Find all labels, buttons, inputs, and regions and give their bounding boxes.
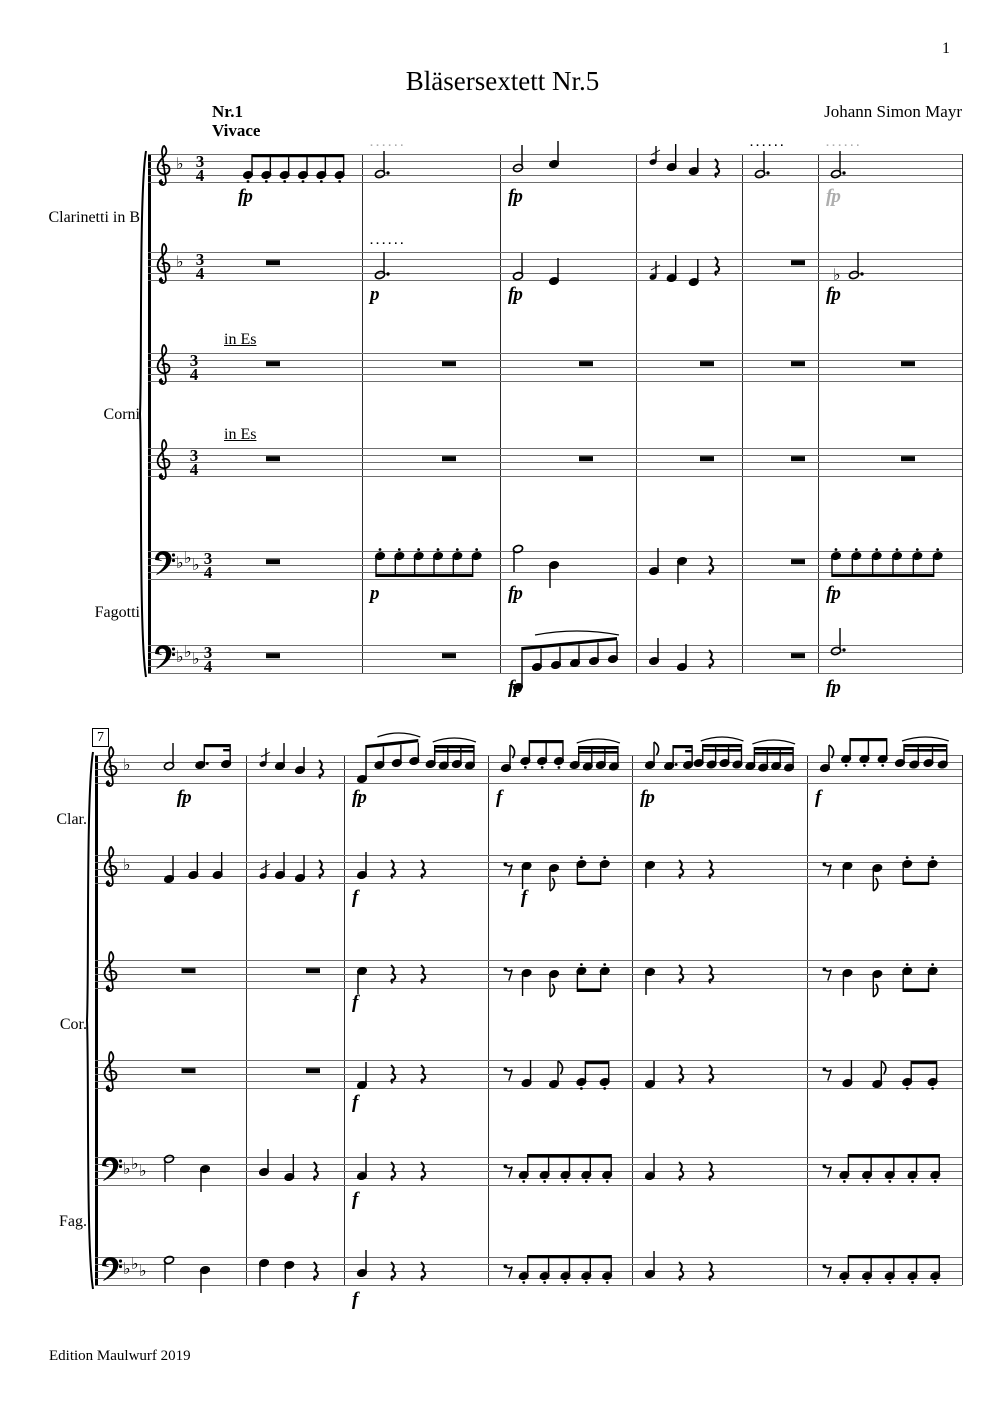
svg-text:♭: ♭ <box>123 755 131 774</box>
measure-notation <box>488 934 632 1018</box>
dynamic-marking: f <box>352 1092 358 1113</box>
instrument-label: Cor. <box>59 1015 87 1033</box>
tempo-marking: Vivace <box>212 121 261 140</box>
measure-notation <box>807 829 962 913</box>
dynamic-marking: fp <box>508 284 522 305</box>
measure-notation <box>95 1231 246 1315</box>
measure-notation <box>632 1231 807 1315</box>
measure-notation <box>742 327 818 411</box>
measure-notation <box>148 525 362 609</box>
measure-notation <box>148 128 362 212</box>
measure-notation <box>344 1131 488 1215</box>
transposition-label: in Es <box>224 331 257 348</box>
measure-notation <box>807 1131 962 1215</box>
svg-text:4: 4 <box>189 460 199 479</box>
dynamic-marking: fp <box>826 583 840 604</box>
measure-notation <box>742 226 818 310</box>
measure-notation <box>632 1131 807 1215</box>
measure-notation <box>636 327 742 411</box>
svg-text:4: 4 <box>203 563 213 582</box>
composer-name: Johann Simon Mayr <box>824 102 962 121</box>
movement-number: Nr.1 <box>212 102 244 121</box>
svg-text:♭: ♭ <box>192 649 200 668</box>
svg-text:♭: ♭ <box>176 647 184 666</box>
measure-notation <box>362 525 500 609</box>
measure-notation <box>246 1231 344 1315</box>
svg-text:♭: ♭ <box>833 265 841 284</box>
measure-notation <box>95 1131 246 1215</box>
svg-text:♭: ♭ <box>123 1259 131 1278</box>
measure-notation <box>636 226 742 310</box>
instrument-label: Clarinetti in B <box>48 208 140 226</box>
svg-text:♭: ♭ <box>139 1261 147 1280</box>
measure-notation <box>344 1231 488 1315</box>
measure-notation <box>148 422 362 506</box>
measure-notation <box>246 729 344 813</box>
measure-notation <box>632 829 807 913</box>
measure-notation <box>362 422 500 506</box>
measure-notation <box>807 1034 962 1118</box>
dynamic-marking: fp <box>826 284 840 305</box>
svg-text:♭: ♭ <box>192 555 200 574</box>
measure-notation <box>362 619 500 703</box>
svg-text:♭: ♭ <box>176 154 184 173</box>
measure-notation <box>500 422 636 506</box>
ornament-dots: ...... <box>750 137 787 149</box>
measure-notation <box>246 1131 344 1215</box>
svg-text:3: 3 <box>189 351 199 370</box>
dynamic-marking: f <box>352 992 358 1013</box>
measure-notation <box>636 422 742 506</box>
measure-notation <box>246 934 344 1018</box>
svg-text:3: 3 <box>203 549 213 568</box>
svg-text:♭: ♭ <box>123 855 131 874</box>
measure-notation <box>95 1034 246 1118</box>
measure-notation <box>148 619 362 703</box>
measure-notation <box>742 422 818 506</box>
dynamic-marking: f <box>815 787 821 808</box>
measure-notation <box>246 1034 344 1118</box>
ornament-dots: ...... <box>370 235 407 247</box>
measure-notation <box>807 934 962 1018</box>
dynamic-marking: fp <box>826 677 840 698</box>
instrument-label: Corni <box>103 406 140 423</box>
measure-notation <box>818 422 962 506</box>
dynamic-marking: fp <box>508 583 522 604</box>
ornament-dots: ...... <box>370 137 407 149</box>
dynamic-marking: fp <box>352 787 366 808</box>
measure-notation <box>500 327 636 411</box>
svg-text:♭: ♭ <box>176 553 184 572</box>
svg-text:3: 3 <box>203 643 213 662</box>
instrument-label: Fag. <box>59 1212 87 1230</box>
measure-notation <box>807 1231 962 1315</box>
measure-notation <box>818 327 962 411</box>
dynamic-marking: f <box>352 1189 358 1210</box>
measure-notation <box>344 829 488 913</box>
measure-notation <box>632 1034 807 1118</box>
measure-notation <box>95 829 246 913</box>
svg-text:4: 4 <box>195 166 205 185</box>
measure-notation <box>632 934 807 1018</box>
measure-notation <box>148 327 362 411</box>
measure-notation <box>632 729 807 813</box>
measure-notation <box>636 128 742 212</box>
dynamic-marking: p <box>370 284 379 305</box>
dynamic-marking: fp <box>508 677 522 698</box>
measure-notation <box>488 729 632 813</box>
measure-notation <box>246 829 344 913</box>
measure-notation <box>95 729 246 813</box>
dynamic-marking: fp <box>238 186 252 207</box>
svg-text:♭: ♭ <box>184 548 192 567</box>
svg-text:♭: ♭ <box>131 1154 139 1173</box>
dynamic-marking: f <box>352 1289 358 1310</box>
dynamic-marking: fp <box>640 787 654 808</box>
rehearsal-mark: 7 <box>92 728 109 747</box>
svg-text:4: 4 <box>203 657 213 676</box>
measure-notation <box>636 525 742 609</box>
svg-text:♭: ♭ <box>131 1254 139 1273</box>
dynamic-marking: f <box>352 887 358 908</box>
measure-notation <box>344 934 488 1018</box>
svg-text:♭: ♭ <box>176 252 184 271</box>
dynamic-marking: f <box>496 787 502 808</box>
barline <box>962 154 963 673</box>
transposition-label: in Es <box>224 426 257 443</box>
measure-notation <box>807 729 962 813</box>
page-number: 1 <box>942 40 950 57</box>
svg-text:4: 4 <box>195 264 205 283</box>
measure-notation <box>488 1231 632 1315</box>
svg-text:3: 3 <box>195 250 205 269</box>
measure-notation <box>362 327 500 411</box>
dynamic-marking: fp <box>176 787 191 808</box>
measure-notation <box>488 1034 632 1118</box>
measure-notation <box>742 619 818 703</box>
dynamic-marking: fp <box>508 186 522 207</box>
measure-notation <box>148 226 362 310</box>
measure-notation <box>488 1131 632 1215</box>
svg-text:♭: ♭ <box>139 1161 147 1180</box>
dynamic-marking: f <box>520 887 527 908</box>
svg-text:4: 4 <box>189 365 199 384</box>
svg-text:♭: ♭ <box>123 1159 131 1178</box>
svg-text:3: 3 <box>195 152 205 171</box>
instrument-label: Clar. <box>56 810 87 828</box>
measure-notation <box>742 525 818 609</box>
barline <box>962 755 963 1285</box>
ornament-dots: ...... <box>826 137 863 149</box>
measure-notation <box>488 829 632 913</box>
svg-text:♭: ♭ <box>184 642 192 661</box>
svg-text:3: 3 <box>189 446 199 465</box>
instrument-label: Fagotti <box>94 603 140 621</box>
measure-notation <box>636 619 742 703</box>
measure-notation <box>344 1034 488 1118</box>
dynamic-marking: p <box>370 583 379 604</box>
measure-notation <box>95 934 246 1018</box>
dynamic-marking: fp <box>826 186 840 207</box>
piece-title: Bläsersextett Nr.5 <box>405 66 600 96</box>
edition-footer: Edition Maulwurf 2019 <box>49 1348 191 1364</box>
